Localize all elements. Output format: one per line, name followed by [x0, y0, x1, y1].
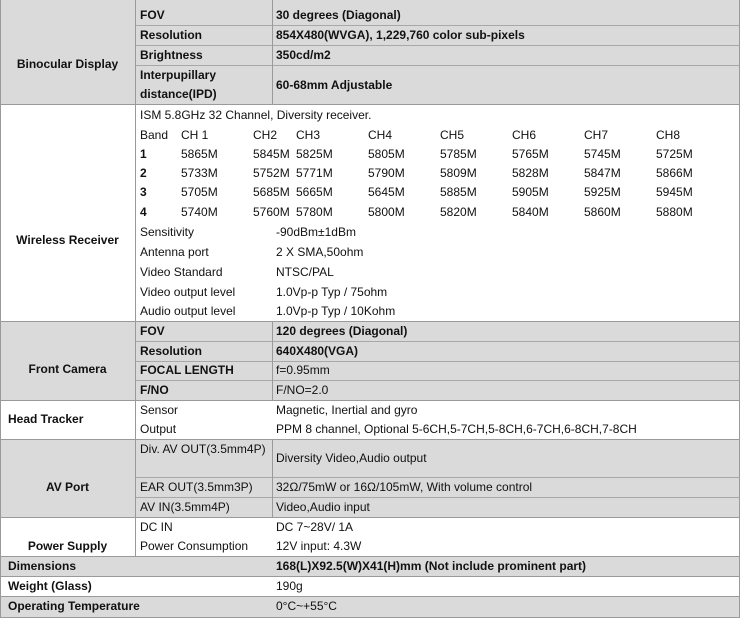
spec-label: Antenna port — [140, 245, 209, 259]
band-freq: 5733M — [181, 166, 218, 180]
spec-label: AV IN(3.5mm4P) — [140, 500, 230, 514]
spec-value: 854X480(WVGA), 1,229,760 color sub-pixels — [276, 28, 525, 42]
spec-label: Brightness — [140, 48, 203, 62]
band-freq: 5866M — [656, 166, 693, 180]
spec-value: 1.0Vp-p Typ / 75ohm — [276, 285, 388, 299]
section-title-power-supply: Power Supply — [27, 539, 108, 553]
spec-label: Video output level — [140, 285, 236, 299]
band-number: 1 — [140, 147, 147, 161]
band-freq: 5945M — [656, 185, 693, 199]
spec-label: Power Consumption — [140, 539, 249, 553]
band-number: 3 — [140, 185, 147, 199]
channel-header: CH2 — [253, 128, 278, 142]
spec-label: EAR OUT(3.5mm3P) — [140, 480, 253, 494]
channel-header: CH4 — [368, 128, 393, 142]
band-freq: 5805M — [368, 147, 405, 161]
spec-value: f=0.95mm — [276, 363, 330, 377]
spec-value: 120 degrees (Diagonal) — [276, 324, 408, 338]
spec-label: Resolution — [140, 344, 202, 358]
band-header: Band — [140, 128, 169, 142]
band-freq: 5840M — [512, 205, 549, 219]
spec-value: NTSC/PAL — [276, 265, 334, 279]
section-title-av-port: AV Port — [45, 480, 90, 494]
band-freq: 5905M — [512, 185, 549, 199]
band-freq: 5925M — [584, 185, 621, 199]
band-freq: 5740M — [181, 205, 218, 219]
spec-value: 1.0Vp-p Typ / 10Kohm — [276, 304, 396, 318]
channel-header: CH 1 — [181, 128, 209, 142]
channel-header: CH6 — [512, 128, 537, 142]
band-freq: 5645M — [368, 185, 405, 199]
band-freq: 5790M — [368, 166, 405, 180]
spec-value: 190g — [276, 579, 303, 593]
band-freq: 5685M — [253, 185, 290, 199]
band-freq: 5745M — [584, 147, 621, 161]
spec-label: Output — [140, 422, 177, 436]
spec-value: Magnetic, Inertial and gyro — [276, 403, 418, 417]
band-freq: 5765M — [512, 147, 549, 161]
band-freq: 5860M — [584, 205, 621, 219]
spec-value: Diversity Video,Audio output — [276, 451, 427, 465]
band-freq: 5800M — [368, 205, 405, 219]
band-number: 2 — [140, 166, 147, 180]
spec-label: FOCAL LENGTH — [140, 363, 234, 377]
band-freq: 5825M — [296, 147, 333, 161]
spec-value: 32Ω/75mW or 16Ω/105mW, With volume control — [276, 480, 533, 494]
spec-label: FOV — [140, 324, 165, 338]
band-freq: 5760M — [253, 205, 290, 219]
spec-value: 640X480(VGA) — [276, 344, 359, 358]
band-freq: 5771M — [296, 166, 333, 180]
spec-label: Sensitivity — [140, 225, 195, 239]
spec-label: Interpupillary distance(IPD) — [140, 68, 217, 101]
spec-value: DC 7~28V/ 1A — [276, 520, 354, 534]
spec-label: DC IN — [140, 520, 173, 534]
spec-value: 2 X SMA,50ohm — [276, 245, 364, 259]
band-freq: 5847M — [584, 166, 621, 180]
band-freq: 5809M — [440, 166, 477, 180]
spec-value: 60-68mm Adjustable — [276, 78, 393, 92]
band-freq: 5845M — [253, 147, 290, 161]
channel-header: CH3 — [296, 128, 321, 142]
channel-header: CH5 — [440, 128, 465, 142]
band-freq: 5880M — [656, 205, 693, 219]
band-freq: 5665M — [296, 185, 333, 199]
channel-header: CH8 — [656, 128, 681, 142]
band-freq: 5865M — [181, 147, 218, 161]
spec-value: 0°C~+55°C — [276, 599, 337, 613]
band-freq: 5885M — [440, 185, 477, 199]
spec-label: Dimensions — [8, 559, 77, 573]
spec-value: Video,Audio input — [276, 500, 370, 514]
spec-value: 350cd/m2 — [276, 48, 331, 62]
band-freq: 5780M — [296, 205, 333, 219]
spec-value: 12V input: 4.3W — [276, 539, 362, 553]
section-title-front-camera: Front Camera — [28, 362, 107, 376]
band-number: 4 — [140, 205, 147, 219]
spec-label: Operating Temperature — [8, 599, 140, 613]
band-freq: 5752M — [253, 166, 290, 180]
spec-label: Sensor — [140, 403, 179, 417]
section-title-wireless: Wireless Receiver — [16, 233, 119, 247]
spec-label: Div. AV OUT(3.5mm4P) — [140, 442, 266, 456]
spec-value: 30 degrees (Diagonal) — [276, 8, 401, 22]
spec-value: -90dBm±1dBm — [276, 225, 356, 239]
spec-label: Weight (Glass) — [8, 579, 92, 593]
spec-value: PPM 8 channel, Optional 5-6CH,5-7CH,5-8CH,6-7CH,6-8CH,7-8CH — [276, 422, 637, 436]
band-freq: 5820M — [440, 205, 477, 219]
section-title-head-tracker: Head Tracker — [8, 412, 84, 426]
band-freq: 5705M — [181, 185, 218, 199]
spec-value: F/NO=2.0 — [276, 383, 329, 397]
band-freq: 5725M — [656, 147, 693, 161]
row-weight — [0, 577, 740, 596]
spec-label: Audio output level — [140, 304, 236, 318]
spec-label: Video Standard — [140, 265, 223, 279]
spec-label: F/NO — [140, 383, 169, 397]
spec-value: 168(L)X92.5(W)X41(H)mm (Not include prominent part) — [276, 559, 587, 573]
section-title-binocular: Binocular Display — [16, 57, 119, 71]
band-freq: 5785M — [440, 147, 477, 161]
wireless-intro: ISM 5.8GHz 32 Channel, Diversity receiver. — [140, 108, 372, 122]
band-freq: 5828M — [512, 166, 549, 180]
channel-header: CH7 — [584, 128, 609, 142]
spec-label: FOV — [140, 8, 165, 22]
spec-label: Resolution — [140, 28, 202, 42]
